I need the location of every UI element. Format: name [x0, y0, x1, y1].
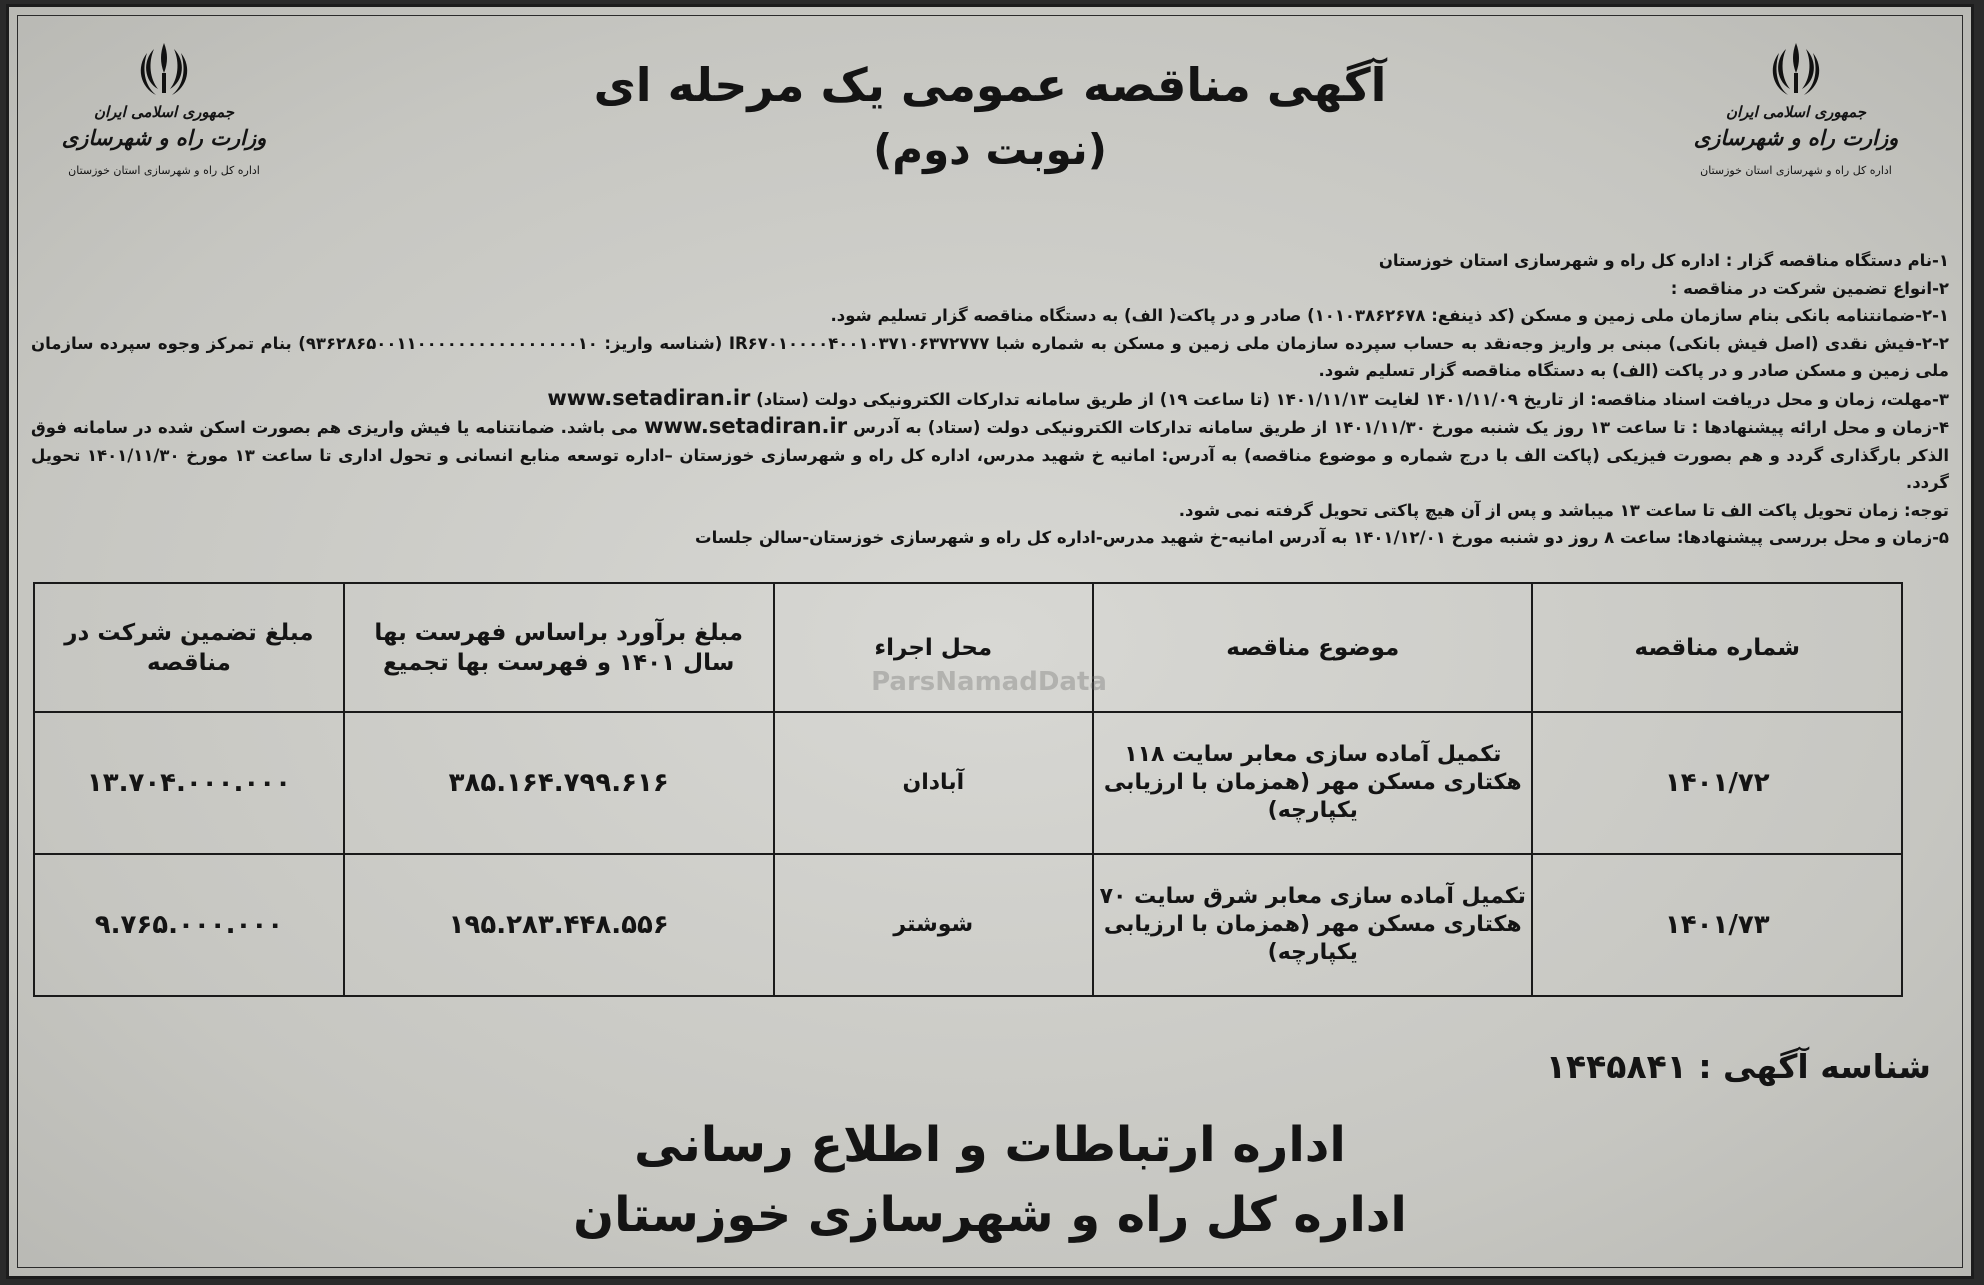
iran-emblem-icon	[1766, 37, 1826, 99]
tender-table	[33, 582, 1903, 997]
col-header-subject: موضوع مناقصه	[1093, 583, 1532, 712]
notice-id: شناسه آگهی : ۱۴۴۵۸۴۱	[1545, 1047, 1931, 1086]
logo-line-1: جمهوری اسلامی ایران	[1725, 103, 1867, 121]
cell-guarantee: ۹.۷۶۵.۰۰۰.۰۰۰	[34, 854, 344, 996]
ministry-logo-left	[49, 37, 279, 177]
cell-subject: تکمیل آماده سازی معابر سایت ۱۱۸ هکتاری مسکن مهر (همزمان با ارزیابی یکپارچه)	[1093, 712, 1532, 854]
notice-subtitle: (نوبت دوم)	[873, 125, 1107, 174]
logo-line-2: وزارت راه و شهرسازی	[61, 125, 267, 150]
table-row	[34, 854, 1902, 996]
cell-estimate: ۱۹۵.۲۸۳.۴۴۸.۵۵۶	[344, 854, 774, 996]
iran-emblem-icon	[134, 37, 194, 99]
clause-5: ۵-زمان و محل بررسی پیشنهادها: ساعت ۸ روز دو شنبه مورخ ۱۴۰۱/۱۲/۰۱ به آدرس امانیه-خ شهید مدرس-اداره کل راه و شهرسازی خوزستان-سالن جلسات	[695, 528, 1949, 547]
clause-note: توجه: زمان تحویل پاکت الف تا ساعت ۱۳ میباشد و پس از آن هیچ پاکتی تحویل گرفته نمی شود.	[1178, 500, 1949, 520]
col-header-number: شماره مناقصه	[1532, 583, 1902, 712]
table-row	[34, 712, 1902, 854]
cell-number: ۱۴۰۱/۷۳	[1532, 854, 1902, 996]
logo-line-3: اداره کل راه و شهرسازی استان خوزستان	[1700, 164, 1892, 177]
col-header-location: محل اجراء	[774, 583, 1094, 712]
notice-body	[31, 247, 1949, 552]
logo-line-1: جمهوری اسلامی ایران	[93, 103, 235, 121]
clause-2-1: ۲-۱-ضمانتنامه بانکی بنام سازمان ملی زمین و مسکن (کد ذینفع: ۱۰۱۰۳۸۶۲۶۷۸) صادر و در پاکت( الف) به دستگاه مناقصه گزار تسلیم شود.	[830, 306, 1949, 325]
cell-location: آبادان	[774, 712, 1094, 854]
clause-1: ۱-نام دستگاه مناقصه گزار : اداره کل راه و شهرسازی استان خوزستان	[1378, 251, 1949, 270]
setadiran-link[interactable]: www.setadiran.ir	[644, 414, 848, 438]
footer-organization: اداره کل راه و شهرسازی خوزستان	[573, 1187, 1407, 1243]
col-header-guarantee: مبلغ تضمین شرکت در مناقصه	[34, 583, 344, 712]
notice-paper	[6, 4, 1974, 1279]
col-header-estimate: مبلغ برآورد براساس فهرست بها سال ۱۴۰۱ و فهرست بها تجمیع	[344, 583, 774, 712]
clause-2-2: ۲-۲-فیش نقدی (اصل فیش بانکی) مبنی بر واریز وجه‌نقد به حساب سپرده سازمان ملی زمین و مسکن به شماره شبا IR۶۷۰۱۰۰۰۰۴۰۰۱۰۳۷۱۰۶۳۷۲۷۷۷ (شناسه واریز: ۹۳۶۲۸۶۵۰۰۱۱۰۰۰۰۰۰۰۰۰۰۰۰۰۰۰۰۱۰) بنام تمرکز وجوه سپرده سازمان ملی زمین و مسکن صادر و در پاکت (الف) به دستگاه مناقصه گزار تسلیم شود.	[31, 333, 1949, 380]
ministry-logo-right	[1681, 37, 1911, 177]
cell-guarantee: ۱۳.۷۰۴.۰۰۰.۰۰۰	[34, 712, 344, 854]
cell-estimate: ۳۸۵.۱۶۴.۷۹۹.۶۱۶	[344, 712, 774, 854]
setadiran-link[interactable]: www.setadiran.ir	[547, 385, 751, 410]
clause-3	[31, 385, 1949, 414]
watermark: ParsNamadData	[871, 667, 1107, 697]
clause-2: ۲-انواع تضمین شرکت در مناقصه :	[1670, 278, 1949, 298]
clause-4	[31, 413, 1949, 497]
footer-department: اداره ارتباطات و اطلاع رسانی	[634, 1117, 1346, 1173]
clause-3-text: ۳-مهلت، زمان و محل دریافت اسناد مناقصه: از تاریخ ۱۴۰۱/۱۱/۰۹ لغایت ۱۴۰۱/۱۱/۱۳ (تا ساعت ۱۹) از طریق سامانه تدارکات الکترونیکی دولت (ستاد)	[756, 389, 1949, 409]
logo-line-3: اداره کل راه و شهرسازی استان خوزستان	[68, 164, 260, 177]
clause-4-text-a: ۴-زمان و محل ارائه پیشنهادها : تا ساعت ۱۳ روز یک شنبه مورخ ۱۴۰۱/۱۱/۳۰ از طریق سامانه تدارکات الکترونیکی دولت (ستاد) به آدرس	[853, 418, 1950, 437]
clause-4-text-b: می باشد. ضمانتنامه یا فیش واریزی هم بصورت اسکن شده در سامانه فوق الذکر بارگذاری گردد و هم بصورت فیزیکی (پاکت الف با درج شماره و موضوع مناقصه) به آدرس: امانیه خ شهید مدرس، اداره کل راه و شهرسازی خوزستان –اداره توسعه منابع انسانی و تحول اداری تا ساعت ۱۳ مورخ ۱۴۰۱/۱۱/۳۰ تحویل گردد.	[31, 418, 1949, 492]
cell-subject: تکمیل آماده سازی معابر شرق سایت ۷۰ هکتاری مسکن مهر (همزمان با ارزیابی یکپارچه)	[1093, 854, 1532, 996]
cell-number: ۱۴۰۱/۷۲	[1532, 712, 1902, 854]
cell-location: شوشتر	[774, 854, 1094, 996]
logo-line-2: وزارت راه و شهرسازی	[1693, 125, 1899, 150]
notice-title: آگهی مناقصه عمومی یک مرحله ای	[593, 58, 1387, 112]
